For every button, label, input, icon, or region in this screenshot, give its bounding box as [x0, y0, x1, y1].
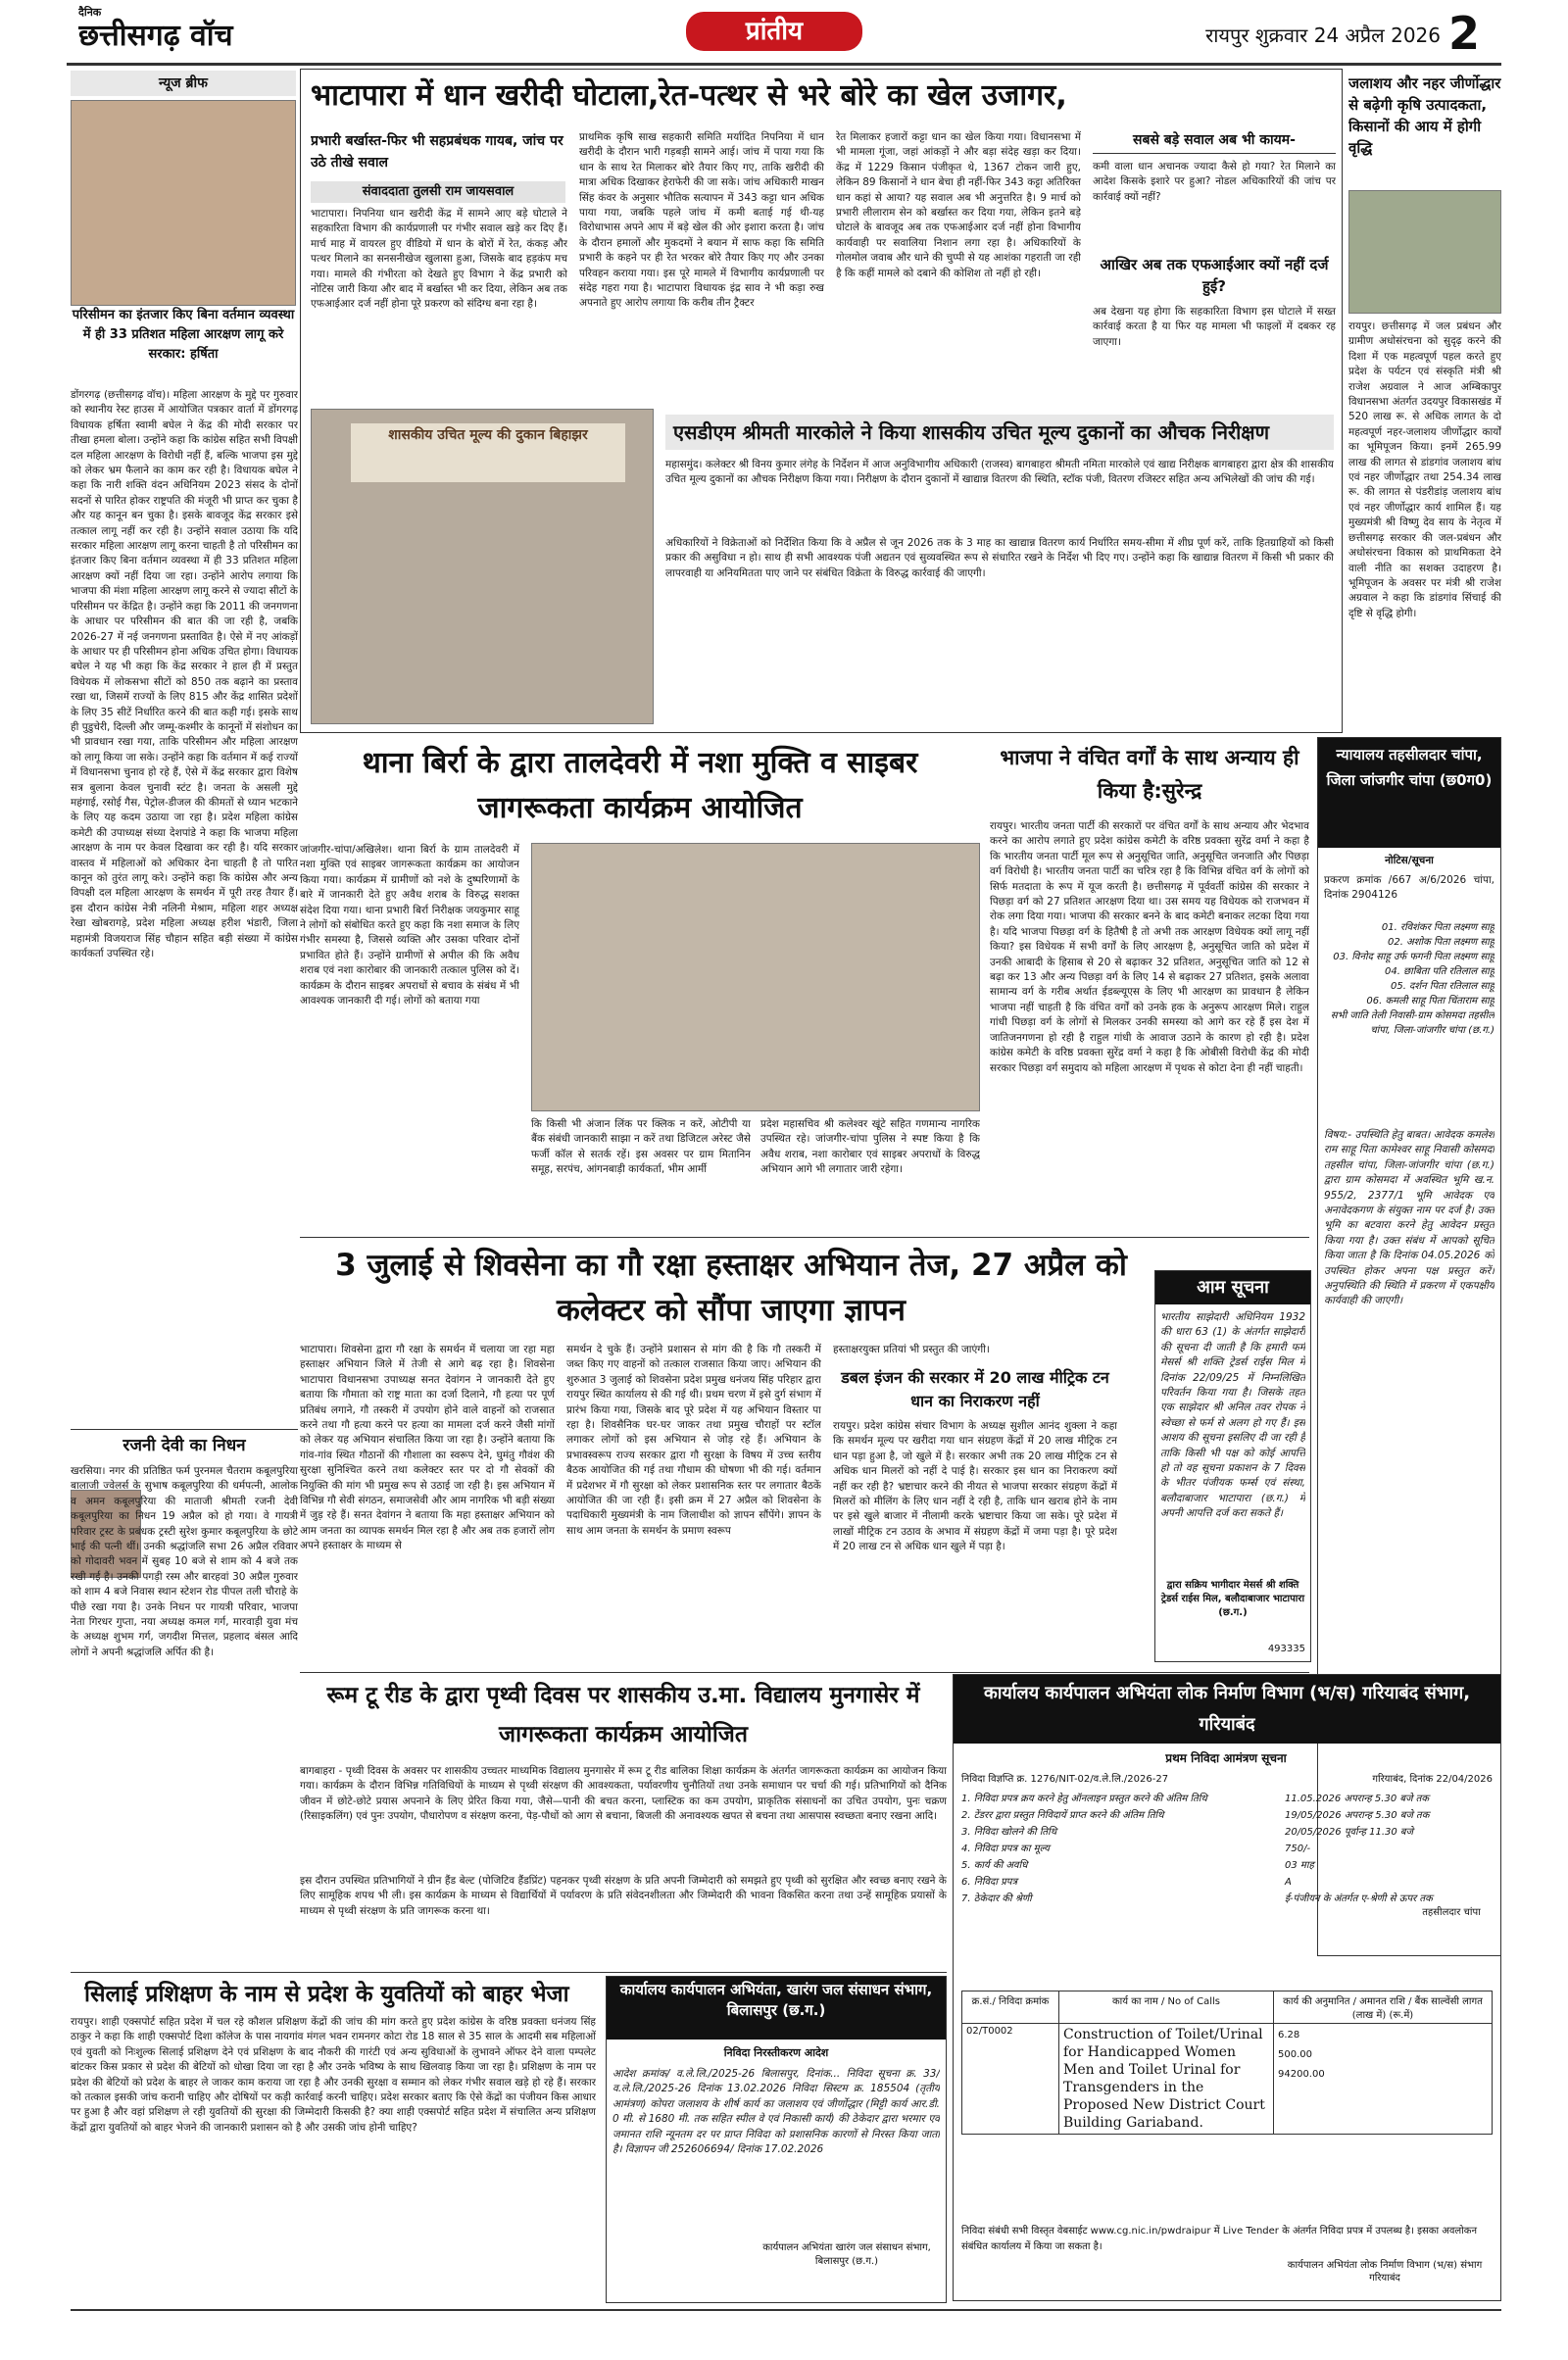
pwd-row-label: 3. निविदा खोलने की तिथि: [961, 1827, 1057, 1838]
pwd-title: प्रथम निविदा आमंत्रण सूचना: [1165, 1751, 1287, 1765]
news-brief-caption: परिसीमन का इंतजार किए बिना वर्तमान व्यवस्था में ही 33 प्रतिशत महिला आरक्षण लागू करे सरकार: हर्षिता: [72, 308, 295, 362]
pwd-row-value: 750/-: [1285, 1844, 1311, 1854]
news-brief-body: डोंगरगढ़ (छत्तीसगढ़ वॉच)। महिला आरक्षण के मुद्दे पर गुरुवार को स्थानीय रेस्ट हाउस में आयोजित पत्रकार वार्ता में डोंगरगढ़ विधायक हर्षिता स्वामी बघेल ने केंद्र की मोदी सरकार पर तीखा हमला बोला। उन्होंने कहा कि कांग्रेस सहित सभी विपक्षी दल महिला आरक्षण के विरोधी नहीं हैं, बल्कि भाजपा इस मुद्दे को लेकर भ्रम फैलाने का काम कर रही है। विधायक बघेल ने कहा कि नारी शक्ति वंदन अधिनियम 2023 संसद के दोनों सदनों से पारित होकर राष्ट्रपति की मंजूरी भी प्राप्त कर चुका है और यह कानून बन चुका है। इसके बावजूद केंद्र सरकार इसे तत्काल लागू नहीं कर रही है। उन्होंने सवाल उठाया कि यदि सरकार महिला आरक्षण लागू करना चाहती है तो परिसीमन का इंतजार किए बिना वर्तमान व्यवस्था में ही 33 प्रतिशत महिला आरक्षण क्यों नहीं दिया जा रहा। उन्होंने आरोप लगाया कि भाजपा की मंशा महिला आरक्षण लागू करने से ज्यादा सीटों के परिसीमन पर केंद्रित है। उन्होंने कहा कि 2011 की जनगणना के आधार पर परिसीमन की बात की जा रही है, जबकि 2026-27 में नई जनगणना प्रस्तावित है। ऐसे में नए आंकड़ों के आधार पर ही परिसीमन होना अधिक उचित होगा। विधायक बघेल ने यह भी कहा कि केंद्र सरकार ने हाल ही में प्रस्तुत विधेयक में लोकसभा सीटों को 850 तक बढ़ाने का प्रस्ताव रखा था, जिसमें राज्यों के लिए 815 और केंद्र शासित प्रदेशों के लिए 35 सीटें निर्धारित करने की बात कही गई। इसके साथ ही पुडुचेरी, दिल्ली और जम्मू-कश्मीर के कानूनों में संशोधन का भी प्रावधान रखा गया, ताकि परिसीमन और महिला आरक्षण को लागू किया जा सके। उन्होंने कहा कि वर्तमान में कई राज्यों में विधानसभा चुनाव हो रहे हैं, ऐसे में केंद्र सरकार द्वारा विशेष सत्र बुलाना केवल चुनावी स्टंट है। जनता के असली मुद्दे महंगाई, रसोई गैस, पेट्रोल-डीजल की कीमतों से ध्यान भटकाने के लिए यह कदम उठाया जा रहा है। प्रदेश महिला कांग्रेस कमेटी की उपाध्यक्ष संध्या देशपांडे ने कहा कि भाजपा महिला आरक्षण के नाम पर केवल दिखावा कर रही है। यदि सरकार वास्तव में महिलाओं को अधिकार देना चाहती है तो पारित कानून को तुरंत लागू करे। उन्होंने कहा कि कांग्रेस और अन्य विपक्षी दल महिला आरक्षण के समर्थन में पूरी तरह तैयार हैं। इस दौरान कांग्रेस नेत्री नलिनी मेश्राम, महिला शहर अध्यक्ष रेखा खोबरागड़े, प्रदेश महिला अध्यक्ष हरीश भंडारी, जिला महामंत्री विजयराज सिंह चौहान सहित बड़ी संख्या में कांग्रेस कार्यकर्ता उपस्थित रहे।: [71, 389, 298, 960]
tehsil-name-3: 03. विनोद साहू उर्फ फगनी पिता लक्ष्मण साहू: [1333, 952, 1494, 962]
kharang-sign: कार्यपालन अभियंता खारंग जल संसाधन संभाग, बिलासपुर (छ.ग.): [762, 2242, 931, 2267]
news-brief-label-text: न्यूज ब्रीफ: [159, 75, 208, 91]
roomtoread-body2: इस दौरान उपस्थित प्रतिभागियों ने ग्रीन हैंड बेल्ट (पोजिटिव हैंडप्रिंट) पहनकर पृथ्वी संरक्षण के प्रति अपनी जिम्मेदारी को समझते हुए पृथ्वी को सुरक्षित और स्वच्छ बनाए रखने के लिए सामूहिक शपथ भी ली। इस कार्यक्रम के माध्यम से विद्यार्थियों में पर्यावरण के प्रति संवेदनशीलता और जिम्मेदारी की भावना विकसित करना तथा उन्हें सामूहिक प्रयासों के माध्यम से पृथ्वी संरक्षण के प्रति जागरूक करना था।: [300, 1875, 947, 1917]
pwd-row-value: 19/05/2026 अपरान्ह 5.30 बजे तक: [1285, 1810, 1430, 1821]
sdm-headline: एसडीएम श्रीमती मारकोले ने किया शासकीय उचित मूल्य दुकानों का औचक निरीक्षण: [665, 415, 1334, 450]
pwd-row-value: 20/05/2026 पूर्वान्ह 11.30 बजे: [1285, 1827, 1414, 1838]
pwd-row-label: 6. निविदा प्रपत्र: [961, 1877, 1017, 1888]
dabal-body: रायपुर। प्रदेश कांग्रेस संचार विभाग के अध्यक्ष सुशील आनंद शुक्ला ने कहा कि समर्थन मूल्य पर खरीदा गया धान संग्रहण केंद्रों में 20 लाख मीट्रिक टन धान पड़ा हुआ है, जो खुले में है। सरकार अभी तक 20 लाख मीट्रिक टन से अधिक धान मिलरों को नहीं दे पाई है। सरकार इस धान का निराकरण क्यों नहीं कर रही है? भ्रष्टाचार करने की नीयत से भाजपा सरकार संग्रहण केंद्रों में मिलरों को मीलिंग के लिए धान नहीं दे रही है, ताकि धान खराब होने के नाम पर इसे खुले बाजार में नीलामी करके भ्रष्टाचार किया जा सके। पूरे प्रदेश में लाखों मीट्रिक टन उठाव के अभाव में संग्रहण केंद्रों में जमा पड़ा है। पूरे प्रदेश में 20 लाख टन से अधिक धान खुले में पड़ा है।: [833, 1420, 1117, 1553]
tehsil-body: विषय:- उपस्थिति हेतु बाबत। आवेदक कमलेश राम साहू पिता कामेश्वर साहू निवासी कोसमदा तहसील चांपा, जिला-जांजगीर चांपा (छ.ग.) द्वारा ग्राम कोसमदा में अवस्थित भूमि ख.न. 955/2, 2377/1 भूमि आवेदक एवं अनावेदकगण के संयुक्त नाम पर दर्ज है। उक्त भूमि का बटवारा करने हेतु आवेदन प्रस्तुत किया गया है। उक्त संबंध में आपको सूचित किया जाता है कि दिनांक 04.05.2026 को उपस्थित होकर अपना पक्ष प्रस्तुत करें। अनुपस्थिति की स्थिति में प्रकरण में एकपक्षीय कार्यवाही की जाएगी।: [1324, 1129, 1494, 1307]
pwd-row-label: 4. निविदा प्रपत्र का मूल्य: [961, 1844, 1050, 1854]
sdm-photo-sign: शासकीय उचित मूल्य की दुकान बिहाझर: [351, 423, 625, 482]
pwd-solvency: 94200.00: [1278, 2069, 1325, 2080]
silai-top-rule: [71, 1972, 947, 1973]
sdm-body1: महासमुंद। कलेक्टर श्री विनय कुमार लंगेह के निर्देशन में आज अनुविभागीय अधिकारी (राजस्व) बागबाहरा श्रीमती नमिता मारकोले एवं खाद्य निरीक्षक बागबाहरा द्वारा क्षेत्र की शासकीय उचित मूल्य दुकानों का औचक निरीक्षण किया गया। निरीक्षण के दौरान दुकानों में खाद्यान्न वितरण की स्थिति, स्टॉक पंजी, वितरण रजिस्टर सहित अन्य अभिलेखों की जांच की गई।: [665, 459, 1334, 486]
lead-col4-a: कमी वाला धान अचानक ज्यादा कैसे हो गया? रेत मिलाने का आदेश किसके इशारे पर हुआ? नोडल अधिकारियों की जांच पर कार्रवाई क्यों नहीं?: [1093, 161, 1336, 203]
sdm-photo: [311, 409, 654, 724]
tehsil-name-7: सभी जाति तेली निवासी-ग्राम कोसमदा तहसील चांपा, जिला-जांजगीर चांपा (छ.ग.): [1330, 1010, 1494, 1036]
pwd-footer: निविदा संबंधी सभी विस्तृत वेबसाईट www.cg.nic.in/pwdraipur में Live Tender के अंतर्गत निविदा प्रपत्र में उपलब्ध है। इसका अवलोकन संबंधित कार्यालय में किया जा सकता है।: [961, 2226, 1478, 2252]
page-number: 2: [1448, 7, 1481, 60]
lead-col3: रेत मिलाकर हजारों कट्टा धान का खेल किया गया। विधानसभा में भी मामला गूंजा, जहां आंकड़ों ने और बड़ा संदेह खड़ा कर दिया। केंद्र में 1229 किसान पंजीकृत थे, 1367 टोकन जारी हुए, लेकिन 89 किसानों ने धान बेचा ही नहीं-फिर 343 कट्टा अतिरिक्त धान कहां से आया? यह सवाल अब भी अनुत्तरित है। 9 मार्च को प्रभारी लीलाराम सेन को बर्खास्त कर दिया गया, लेकिन इतने बड़े घोटाले के बावजूद अब तक एफआईआर दर्ज नहीं होना विभागीय कार्यवाही पर सवालिया निशान लगा रहा है। अधिकारियों के गोलमोल जवाब और धाने की चुप्पी से यह आशंका गहराती जा रही है कि कहीं मामले को दबाने की कोशिश तो नहीं हो रही।: [836, 131, 1081, 279]
kharang-body: आदेश क्रमांक/ व.ले.लि./2025-26 बिलासपुर, दिनांक... निविदा सूचना क्र. 33/व.ले.लि./2025-26 दिनांक 13.02.2026 निविदा सिस्टम क्र. 185504 (तृतीय आमंत्रण) कोपरा जलाशय के शीर्ष कार्य का जलाशय एवं जीर्णोद्धार (मिट्टी कार्य आर.डी. 0 मी. से 1680 मी. तक सहित स्पील वे एवं निकासी कार्य) की ठेकेदार द्वारा भरमार एवं जमानत राशि न्यूनतम दर पर प्राप्त निविदा को प्रशासनिक कारणों से निरस्त किया जाता है। विज्ञापन जी 252606694/ दिनांक 17.02.2026: [612, 2068, 940, 2156]
kharang-title: निविदा निरस्तीकरण आदेश: [723, 2046, 829, 2059]
bjp-body: रायपुर। भारतीय जनता पार्टी की सरकारों पर वंचित वर्गों के साथ अन्याय और भेदभाव करने का आरोप लगाते हुए प्रदेश कांग्रेस कमेटी के वरिष्ठ प्रवक्ता सुरेंद्र वर्मा ने कहा है कि भारतीय जनता पार्टी मूल रूप से अनुसूचित जाति, अनुसूचित जनजाति और पिछड़ा वर्ग विरोधी है। भारतीय जनता पार्टी का चरित्र रहा है कि विभिन्न वंचित वर्ग के लोगों को सिर्फ मतदाता के रूप में यूज करती है। छत्तीसगढ़ में पूर्ववर्ती कांग्रेस की सरकार ने पिछड़ा वर्ग को 27 प्रतिशत आरक्षण दिया था। उस समय यह विधेयक को राजभवन में रोक लगा दिया गया। भाजपा की सरकार बनने के बाद कमेटी बनाकर लटका दिया गया है। यदि भाजपा पिछड़ा वर्ग के हितैषी है तो अभी तक आरक्षण विधेयक क्यों लागू नहीं किया? इस विधेयक में सभी वर्गों के लिए आरक्षण है, अनुसूचित जाति को प्रदेश में उनकी आबादी के हिसाब से 20 से बढ़ाकर 32 प्रतिशत, अनुसूचित जाति को 12 से बढ़ा कर 13 और अन्य पिछड़ा वर्ग के लिए 14 से बढ़ाकर 27 प्रतिशत, इसके अलावा सामान्य वर्ग के गरीब अर्थात ईडब्ल्यूएस के लिए भी आरक्षण का प्रावधान है लेकिन भाजपा नहीं चाहती है कि वंचित वर्गों को उनके हक के अनुरूप आरक्षण मिले। राहुल गांधी पिछड़ा वर्ग के लोगों से मिलकर उनकी समस्या को आगे कर रहे हैं इस देश में जातिजनगणना हो रही है राहुल गांधी के आवाज उठाने के कारण हो रही है। प्रदेश कांग्रेस कमेटी के वरिष्ठ प्रवक्ता सुरेंद्र वर्मा ने कहा है कि ओबीसी विरोधी केंद्र की मोदी सरकार पिछड़ा वर्ग समुदाय को महिला आरक्षण में पृथक से कोटा देना ही नहीं चाहती।: [990, 820, 1309, 1074]
aam-suchna-body: भारतीय साझेदारी अधिनियम 1932 की धारा 63 (1) के अंतर्गत साझेदारी की सूचना दी जाती है कि हमारी फर्म मेसर्स श्री शक्ति ट्रेडर्स राईस मिल में दिनांक 22/09/25 में निम्नलिखित परिवर्तन किया गया है। जिसके तहत एक साझेदार श्री अनिल तवर रोपक ने स्वेच्छा से फर्म से अलग हो गए हैं। इस आशय की सूचना इसलिए दी जा रही है ताकि किसी भी पक्ष को कोई आपत्ति हो तो वह सूचना प्रकाशन के 7 दिवस के भीतर पंजीयक फर्म्स एवं संस्था, बलौदाबाजार भाटापारा (छ.ग.) में अपनी आपत्ति दर्ज करा सकते हैं।: [1160, 1311, 1305, 1520]
pwd-ref: निविदा विज्ञप्ति क्र. 1276/NIT-02/व.ले.लि./2026-27: [961, 1774, 1169, 1785]
shivsena-col3: हस्ताक्षरयुक्त प्रतियां भी प्रस्तुत की जाएंगी।: [833, 1344, 990, 1355]
pwd-td-work: Construction of Toilet/Urinal for Handicapped Women Men and Toilet Urinal for Transgenders in the Proposed New District Court Building Gariaband.: [1059, 2024, 1274, 2135]
pwd-row: [961, 1841, 1493, 1857]
pwd-row-value: 11.05.2026 अपरान्ह 5.30 बजे तक: [1285, 1794, 1430, 1804]
pwd-th-work: कार्य का नाम / No of Calls: [1059, 1991, 1274, 2024]
pwd-row: [961, 1891, 1493, 1907]
pwd-th-cost: कार्य की अनुमानित / अमानत राशि / बैंक साल्वेंसी लागत (लाख में) (रू.में): [1274, 1991, 1493, 2024]
pwd-table-header: [962, 1991, 1493, 2024]
pwd-row-label: 2. टेंडरर द्वारा प्रस्तुत निविदायें प्राप्त करने की अंतिम तिथि: [961, 1810, 1164, 1821]
pwd-table: [961, 1991, 1493, 2135]
right-brief-headline: जलाशय और नहर जीर्णोद्धार से बढ़ेगी कृषि उत्पादकता, किसानों की आय में होगी वृद्धि: [1348, 74, 1501, 157]
roomtoread-body1: बागबाहरा - पृथ्वी दिवस के अवसर पर शासकीय उच्चतर माध्यमिक विद्यालय मुनगासेर में रूम टू रीड बालिका शिक्षा कार्यक्रम के अंतर्गत जागरूकता कार्यक्रम का आयोजन किया गया। कार्यक्रम के दौरान विभिन्न गतिविधियों के माध्यम से पृथ्वी संरक्षण की आवश्यकता, पर्यावरणीय चुनौतियों तथा उनके समाधान पर चर्चा की गई। प्रतिभागियों को दैनिक जीवन में छोटे-छोटे प्रयास अपनाने के लिए प्रेरित किया गया, जैसे—पानी की बचत करना, प्लास्टिक का कम उपयोग, प्राकृतिक संसाधनों का उचित उपयोग, पुनः चक्रण (रिसाइकलिंग) एवं पुनः उपयोग, पौधारोपण व संरक्षण करना, पेड़-पौधों को आग से बचाना, बिजली की अनावश्यक खपत से बचना तथा आसपास स्वच्छता बनाए रखना आदि।: [300, 1765, 947, 1823]
lead-col4-b: अब देखना यह होगा कि सहकारिता विभाग इस घोटाले में सख्त कार्रवाई करता है या फिर यह मामला भी फाइलों में दबकर रह जाएगा।: [1093, 306, 1336, 348]
obituary-body: खरसिया। नगर की प्रतिष्ठित फर्म पुरनमल चैतराम कबूलपुरिया बालाजी ज्वेलर्स के सुभाष कबूलपुरिया की धर्मपत्नी, आलोक व अमन कबूलपुरिया की माताजी श्रीमती रजनी देवी कबूलपुरिया का निधन 19 अप्रैल को हो गया। वे गायत्री परिवार ट्रस्ट के प्रबंधक ट्रस्टी सुरेश कुमार कबूलपुरिया के छोटे भाई की पत्नी थीं। उनकी श्रद्धांजलि सभा 26 अप्रैल रविवार को गोदावरी भवन में सुबह 10 बजे से शाम को 4 बजे तक रखी गई है। उनकी पगड़ी रस्म और बारहवां 30 अप्रैल गुरुवार को शाम 4 बजे निवास स्थान स्टेशन रोड पीपल तली चौराहे के पीछे रखा गया है। उनके निधन पर गायत्री परिवार, भाजपा नेता गिरधर गुप्ता, नया अध्यक्ष कमल गर्ग, मारवाड़ी युवा मंच के अध्यक्ष शुभम गर्ग, जगदीश मित्तल, प्रहलाद बंसल आदि लोगों ने अपनी श्रद्धांजलि अर्पित की है।: [71, 1465, 298, 1658]
kharang-header: कार्यालय कार्यपालन अभियंता, खारंग जल संसाधन संभाग, बिलासपुर (छ.ग.): [607, 1977, 946, 2040]
pwd-row-value: 03 माह: [1285, 1860, 1314, 1871]
tehsil-name-5: 05. दर्शन पिता रतिलाल साहू: [1390, 981, 1494, 992]
aam-suchna-header: आम सूचना: [1155, 1271, 1310, 1304]
sdm-body2: अधिकारियों ने विक्रेताओं को निर्देशित किया कि वे अप्रैल से जून 2026 तक के 3 माह का खाद्यान्न वितरण कार्य निर्धारित समय-सीमा में शीघ्र पूर्ण करें, ताकि हितग्राहियों को किसी प्रकार की असुविधा न हो। साथ ही सभी आवश्यक पंजी अद्यतन एवं सुव्यवस्थित रूप से संधारित रखने के निर्देश भी दिए गए। उन्होंने कहा कि खाद्यान्न वितरण में किसी भी प्रकार की लापरवाही या अनियमितता पाए जाने पर संबंधित विक्रेता के विरुद्ध कार्रवाई की जाएगी।: [665, 537, 1334, 579]
pwd-sign: कार्यपालन अभियंता लोक निर्माण विभाग (भ/स) संभाग गरियाबंद: [1287, 2260, 1483, 2284]
lead-sub-right: सबसे बड़े सवाल अब भी कायम-: [1093, 130, 1336, 154]
bjp-headline: भाजपा ने वंचित वर्गों के साथ अन्याय ही किया है:सुरेन्द्र: [1000, 746, 1299, 803]
aam-suchna-number: 493335: [1267, 1644, 1305, 1654]
tehsil-name-1: 01. रविशंकर पिता लक्ष्मण साहू: [1381, 922, 1494, 933]
right-brief-body: रायपुर। छत्तीसगढ़ में जल प्रबंधन और ग्रामीण अधोसंरचना को सुदृढ़ करने की दिशा में एक महत्वपूर्ण पहल करते हुए प्रदेश के पर्यटन एवं संस्कृति मंत्री श्री राजेश अग्रवाल ने आज अम्बिकापुर विधानसभा अंतर्गत उदयपुर विकासखंड में 520 लाख रू. से अधिक लागत के दो महत्वपूर्ण नहर-जलाशय जीर्णोद्धार कार्यों का भूमिपूजन किया। इनमें 265.99 लाख की लागत से डांडगांव जलाशय बांध एवं नहर जीर्णोद्धार तथा 254.34 लाख रू. की लागत से पंडरीडांड़ जलाशय बांध एवं नहर जीर्णोद्धार कार्य शामिल हैं। यह मुख्यमंत्री श्री विष्णु देव साय के नेतृत्व में छत्तीसगढ़ सरकार की जल-प्रबंधन और अधोसंरचना विकास को प्राथमिकता देने वाली नीति का सशक्त उदाहरण है। भूमिपूजन के अवसर पर मंत्री श्री राजेश अग्रवाल ने कहा कि डांडगांव सिंचाई की दृष्टि से वृद्धि होगी।: [1348, 320, 1501, 619]
lead-col1: भाटापारा। निपनिया धान खरीदी केंद्र में सामने आए बड़े घोटाले ने सहकारिता विभाग की कार्यप्रणाली पर गंभीर सवाल खड़े कर दिए हैं। मार्च माह में वायरल हुए वीडियो में धान के बोरों में रेत, कंकड़ और पत्थर मिलाने का सनसनीखेज खुलासा हुआ, जिसके बाद हड़कंप मच गया। मामले की गंभीरता को देखते हुए विभाग ने केंद्र प्रभारी को नोटिस जारी किया और बाद में बर्खास्त भी कर दिया, लेकिन अब तक एफआईआर दर्ज नहीं होना पूरे प्रकरण को संदिग्ध बना रहा है।: [311, 208, 567, 311]
right-brief-photo: [1348, 190, 1501, 314]
shivsena-col2: समर्थन दे चुके हैं। उन्होंने प्रशासन से मांग की है कि गौ तस्करी में जब्त किए गए वाहनों को तत्काल राजसात किया जाए। अभियान की शुरुआत 3 जुलाई को शिवसेना प्रदेश प्रमुख धनंजय सिंह परिहार द्वारा रायपुर स्थित कार्यालय से की गई थी। प्रथम चरण में इसे दुर्ग संभाग में प्रारंभ किया गया, जिसके बाद पूरे प्रदेश में यह अभियान विस्तार पा रहा है। शिवसैनिक घर-घर जाकर तथा प्रमुख चौराहों पर स्टॉल लगाकर लोगों को इस अभियान से जोड़ रहे हैं। अभियान के प्रभावस्वरूप राज्य सरकार द्वारा गौ सुरक्षा के विषय में उच्च स्तरीय बैठक आयोजित की गई तथा गौधाम की घोषणा भी की गई। वर्तमान में प्रदेशभर में गौ सुरक्षा को लेकर प्रशासनिक स्तर पर लगातार बैठकें आयोजित की जा रही हैं। इसी क्रम में 27 अप्रैल को शिवसेना के पदाधिकारी मुख्यमंत्री के नाम जिलाधीश को ज्ञापन सौंपेंगे। ज्ञापन के साथ आम जनता के समर्थन के प्रमाण स्वरूप: [566, 1344, 821, 1537]
silai-headline: सिलाई प्रशिक्षण के नाम से प्रदेश के युवतियों को बाहर भेजा: [84, 1982, 569, 2007]
pwd-row: [961, 1807, 1493, 1824]
section-text: प्रांतीय: [745, 17, 804, 46]
tehsil-names: [1324, 920, 1494, 1126]
lead-col2: प्राथमिक कृषि साख सहकारी समिति मर्यादित निपनिया में धान खरीदी के दौरान भारी गड़बड़ी सामने आई। जांच में पाया गया कि धान के साथ रेत मिलाकर बोरे तैयार किए गए, ताकि खरीदी की मात्रा अधिक दिखाकर हेराफेरी की जा सके। जांच अधिकारी माखन सिंह कंवर के अनुसार भौतिक सत्यापन में 343 कट्टा धान अधिक पाया गया, जबकि पहले जांच में कमी बताई गई थी-यह विरोधाभास अपने आप में बड़े खेल की ओर इशारा करता है। जांच के दौरान हमालों और मुकदमों ने बयान में साफ कहा कि समिति प्रभारी के कहने पर ही रेत भरकर बोरे तैयार किए गए और उनका परिवहन कराया गया। इस पूरे मामले में विभागीय कार्यप्रणाली पर संदेह गहरा गया है। भाटापारा विधायक इंद्र साव ने भी कड़ा रुख अपनाते हुए आरोप लगाया कि करीब तीन ट्रैक्टर: [579, 131, 824, 310]
aam-suchna-sign: द्वारा सक्रिय भागीदार मेसर्स श्री शक्ति ट्रेडर्स राईस मिल, बलौदाबाजार भाटापारा (छ.ग.): [1160, 1580, 1305, 1618]
tehsil-name-2: 02. अशोक पिता लक्ष्मण साहू: [1388, 937, 1494, 948]
tehsil-name-6: 06. कमली साहू पिता चिंताराम साहू: [1366, 996, 1494, 1007]
pwd-td-cost: [1274, 2024, 1493, 2135]
tehsil-title: नोटिस/सूचना: [1385, 855, 1434, 866]
birra-col2: कि किसी भी अंजान लिंक पर क्लिक न करें, ओटीपी या बैंक संबंधी जानकारी साझा न करें तथा डिजिटल अरेस्ट जैसे फर्जी कॉल से सतर्क रहें। इस अवसर पर ग्राम मितानिन समूह, सरपंच, आंगनबाड़ी कार्यकर्ता, भीम आर्मी: [531, 1118, 751, 1176]
pwd-row-label: 1. निविदा प्रपत्र क्रय करने हेतु ऑनलाइन प्रस्तुत करने की अंतिम तिथि: [961, 1794, 1207, 1804]
pwd-td-no: 02/T0002: [962, 2024, 1059, 2135]
tehsil-sign: तहसीलदार चांपा: [1422, 1907, 1481, 1918]
obituary-title: रजनी देवी का निधन: [122, 1436, 246, 1455]
pwd-row: [961, 1791, 1493, 1807]
logo-main: छत्तीसगढ़ वॉच: [78, 19, 233, 53]
kharang-notice: [606, 1976, 947, 2303]
pwd-row: [961, 1824, 1493, 1841]
logo-top: दैनिक: [78, 6, 102, 19]
masthead: [0, 0, 1568, 65]
birra-headline: थाना बिर्रा के द्वारा तालदेवरी में नशा मुक्ति व साइबर जागरूकता कार्यक्रम आयोजित: [362, 746, 918, 825]
birra-photo: [531, 843, 980, 1111]
pwd-row-value: A: [1285, 1877, 1292, 1888]
lead-headline: भाटापारा में धान खरीदी घोटाला,रेत-पत्थर से भरे बोरे का खेल उजागर,: [311, 78, 1067, 113]
pwd-th-no: क्र.सं./ निविदा क्रमांक: [962, 1991, 1059, 2024]
shivsena-headline: 3 जुलाई से शिवसेना का गौ रक्षा हस्ताक्षर अभियान तेज, 27 अप्रैल को कलेक्टर को सौंपा जाएगा ज्ञापन: [335, 1248, 1127, 1328]
pwd-rows: [961, 1791, 1493, 1987]
silai-body: रायपुर। शाही एक्सपोर्ट सहित प्रदेश में चल रहे कौशल प्रशिक्षण केंद्रों की जांच की मांग करते हुए प्रदेश कांग्रेस के वरिष्ठ प्रवक्ता धनंजय सिंह ठाकुर ने कहा कि शाही एक्सपोर्ट दिशा कॉलेज के पास नायगांव मंगल भवन रामनगर कोटा रोड 18 साल से 35 साल के आदमी सब महिलाओं एवं युवती को निःशुल्क सिलाई प्रशिक्षण देने एवं प्रशिक्षण के बाद नौकरी की गारंटी एवं अन्य सुविधाओं के लुभावने ऑफर देने वाला पम्पलेट बांटकर किस प्रकार से प्रदेश की बेटियों को धोखा दिया जा रहा है और उनके भविष्य के साथ खिलवाड़ किया जा रहा है। प्रशिक्षण के नाम पर प्रदेश की बेटियों को प्रदेश के बाहर ले जाकर काम कराया जा रहा है और उनकी सुरक्षा व सम्मान को लेकर गंभीर सवाल खड़े हो रहे हैं। सरकार को तत्काल इसकी जांच करानी चाहिए और दोषियों पर कड़ी कार्रवाई करनी चाहिए। प्रदेश सरकार बताए कि ऐसे केंद्रों का पंजीयन किस आधार पर हुआ है और वहां प्रशिक्षण ले रही युवतियों की सुरक्षा की जिम्मेदारी किसकी है? क्या शाही एक्सपोर्ट सहित प्रदेश में संचालित अन्य प्रशिक्षण केंद्रों द्वारा युवतियों को बाहर भेजने की जानकारी प्रशासन को है और उसकी जांच होनी चाहिए?: [71, 2016, 596, 2134]
table-row: [962, 2024, 1493, 2135]
pwd-row-label: 7. ठेकेदार की श्रेणी: [961, 1893, 1032, 1904]
lead-col4-head: आखिर अब तक एफआईआर क्यों नहीं दर्ज हुई?: [1100, 256, 1329, 295]
lead-sub-left: प्रभारी बर्खास्त-फिर भी सहप्रबंधक गायब, जांच पर उठे तीखे सवाल: [311, 133, 564, 171]
roomtoread-headline: रूम टू रीड के द्वारा पृथ्वी दिवस पर शासकीय उ.मा. विद्यालय मुनगासेर में जागरूकता कार्यक्रम आयोजित: [326, 1683, 920, 1747]
dabal-headline: डबल इंजन की सरकार में 20 लाख मीट्रिक टन धान का निराकरण नहीं: [841, 1368, 1109, 1410]
tehsil-header: न्यायालय तहसीलदार चांपा, जिला जांजगीर चांपा (छ0ग0): [1318, 738, 1500, 848]
news-brief-photo: [71, 100, 296, 306]
section-label: [686, 12, 862, 51]
pwd-emd: 500.00: [1278, 2049, 1312, 2060]
pwd-row-label: 5. कार्य की अवधि: [961, 1860, 1028, 1871]
pwd-row: [961, 1857, 1493, 1874]
birra-col3: प्रदेश महासचिव श्री कलेश्वर खूंटे सहित गणमान्य नागरिक उपस्थित रहे। जांजगीर-चांपा पुलिस ने स्पष्ट किया है कि अवैध शराब, नशा कारोबार एवं साइबर अपराधों के विरुद्ध अभियान आगे भी लगातार जारी रहेगा।: [760, 1118, 980, 1176]
pwd-cost: 6.28: [1278, 2030, 1300, 2040]
dateline: रायपुर शुक्रवार 24 अप्रैल 2026: [1205, 24, 1441, 47]
lead-story: [300, 69, 1343, 733]
pwd-row-value: ई-पंजीयन के अंतर्गत ए-श्रेणी से ऊपर तक: [1285, 1893, 1433, 1904]
tehsil-case: प्रकरण क्रमांक /667 अ/6/2026 चांपा, दिनांक 2904126: [1324, 874, 1494, 902]
shivsena-col1: भाटापारा। शिवसेना द्वारा गौ रक्षा के समर्थन में चलाया जा रहा महा हस्ताक्षर अभियान जिले में तेजी से आगे बढ़ रहा है। शिवसेना भाटापारा विधानसभा उपाध्यक्ष सनत देवांगन ने जानकारी देते हुए बताया कि गौमाता को राष्ट्र माता का दर्जा दिलाने, गौ हत्या पर पूर्ण प्रतिबंध लगाने, गौ तस्करी में उपयोग होने वाले वाहनों को राजसात करने तथा गौ हत्या करने पर हत्या का मामला दर्ज करने जैसी मांगों को लेकर यह अभियान संचालित किया जा रहा है। उन्होंने बताया कि गांव-गांव स्थित गौठानों की गौशाला का स्वरूप देने, घुमंतु गौवंश की सुरक्षा सुनिश्चित करने तथा कलेक्टर स्तर पर दो गौ सेवकों की नियुक्ति की मांग भी प्रमुख रूप से उठाई जा रही है। इस अभियान में विभिन्न गौ सेवी संगठन, समाजसेवी और आम नागरिक भी बड़ी संख्या में जुड़ रहे हैं। सनत देवांगन ने बताया कि महा हस्ताक्षर अभियान को आम जनता का व्यापक समर्थन मिल रहा है और अब तक हजारों लोग अपने हस्ताक्षर के माध्यम से: [300, 1344, 555, 1552]
pwd-header: कार्यालय कार्यपालन अभियंता लोक निर्माण विभाग (भ/स) गरियाबंद संभाग, गरियाबंद: [954, 1675, 1500, 1744]
roomtoread-top-rule: [300, 1672, 1309, 1673]
masthead-logo: [78, 6, 294, 61]
obituary-top-rule: [71, 1429, 298, 1430]
lead-byline: संवाददाता तुलसी राम जायसवाल: [311, 181, 565, 203]
pwd-ref-date: गरियाबंद, दिनांक 22/04/2026: [1372, 1774, 1493, 1785]
pwd-row: [961, 1874, 1493, 1891]
aam-suchna: [1154, 1270, 1311, 1662]
birra-col1: जांजगीर-चांपा/अखिलेश। थाना बिर्रा के ग्राम तालदेवरी में नशा मुक्ति एवं साइबर जागरूकता कार्यक्रम का आयोजन किया गया। कार्यक्रम में ग्रामीणों को नशे के दुष्परिणामों के बारे में जानकारी देते हुए अवैध शराब के विरुद्ध सशक्त संदेश दिया गया। थाना प्रभारी बिर्रा निरीक्षक जयकुमार साहू ने लोगों को संबोधित करते हुए कहा कि नशा समाज के लिए गंभीर समस्या है, जिससे व्यक्ति और उसका परिवार दोनों प्रभावित होते हैं। उन्होंने ग्रामीणों से अपील की कि अवैध शराब एवं नशा कारोबार की जानकारी तत्काल पुलिस को दें। कार्यक्रम के दौरान साइबर अपराधों से बचाव के संबंध में भी आवश्यक जानकारी दी गई। लोगों को बताया गया: [300, 844, 519, 1008]
shivsena-top-rule: [300, 1237, 1309, 1238]
footer-rule: [71, 2309, 1501, 2311]
news-brief-label: [71, 71, 296, 96]
masthead-rule: [67, 63, 1501, 66]
tehsil-name-4: 04. छाबिता पति रतिलाल साहू: [1385, 966, 1494, 977]
pwd-tender: [953, 1674, 1501, 2301]
